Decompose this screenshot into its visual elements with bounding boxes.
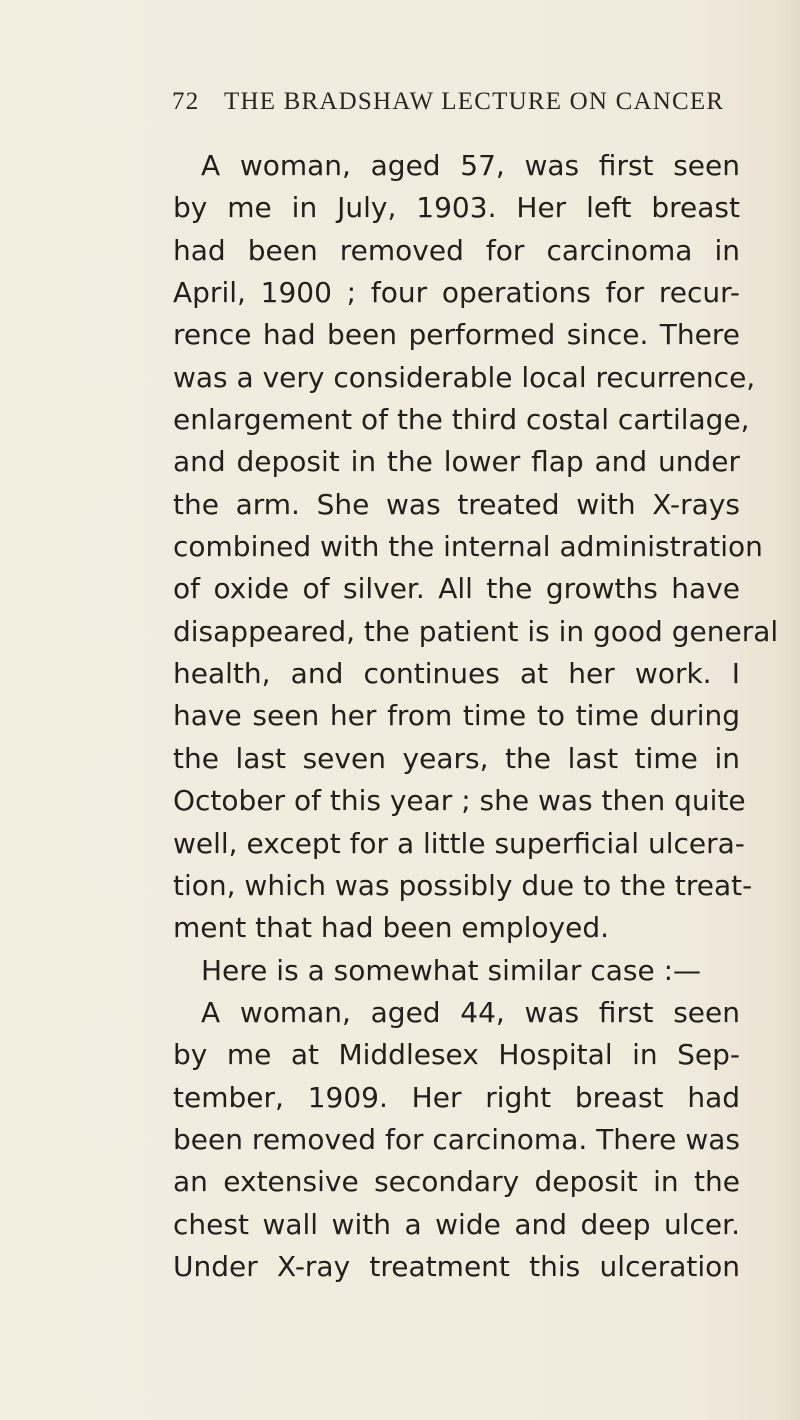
text-line-3: had been removed for carcinoma in (173, 233, 740, 267)
body-text (173, 145, 779, 1288)
text-line-4: April, 1900 ; four operations for recur- (173, 276, 740, 310)
text-line-12: disappeared, the patient is in good general (173, 614, 779, 648)
text-line-8: and deposit in the lower flap and under (173, 445, 740, 479)
text-line-16: October of this year ; she was then quite (173, 784, 746, 818)
text-line-22: by me at Middlesex Hospital in Sep- (173, 1038, 740, 1072)
text-line-23: tember, 1909. Her right breast had (173, 1080, 740, 1114)
text-line-9: the arm. She was treated with X-rays (173, 487, 740, 521)
text-line-11: of oxide of silver. All the growths have (173, 572, 740, 606)
text-line-19: ment that had been employed. (173, 911, 609, 945)
text-line-21: A woman, aged 44, was first seen (201, 995, 740, 1029)
text-line-7: enlargement of the third costal cartilage, (173, 403, 750, 437)
text-line-1: A woman, aged 57, was first seen (201, 149, 740, 182)
text-line-25: an extensive secondary deposit in the (173, 1165, 740, 1199)
text-line-14: have seen her from time to time during (173, 699, 740, 733)
text-line-13: health, and continues at her work. I (173, 657, 740, 691)
text-line-27: Under X-ray treatment this ulceration (173, 1249, 740, 1283)
page-number: 72 (172, 88, 200, 115)
text-line-6: was a very considerable local recurrence, (173, 360, 756, 394)
text-line-24: been removed for carcinoma. There was (173, 1122, 740, 1156)
text-line-2: by me in July, 1903. Her left breast (173, 191, 740, 225)
text-line-15: the last seven years, the last time in (173, 741, 740, 775)
page-header (172, 88, 732, 128)
text-line-17: well, except for a little superficial ulcera- (173, 826, 745, 860)
text-line-26: chest wall with a wide and deep ulcer. (173, 1207, 740, 1241)
text-line-5: rence had been performed since. There (173, 318, 740, 352)
text-line-18: tion, which was possibly due to the treat- (173, 868, 753, 902)
text-line-10: combined with the internal administration (173, 530, 763, 564)
text-line-20: Here is a somewhat similar case :— (201, 953, 702, 987)
running-head: THE BRADSHAW LECTURE ON CANCER (224, 88, 725, 115)
